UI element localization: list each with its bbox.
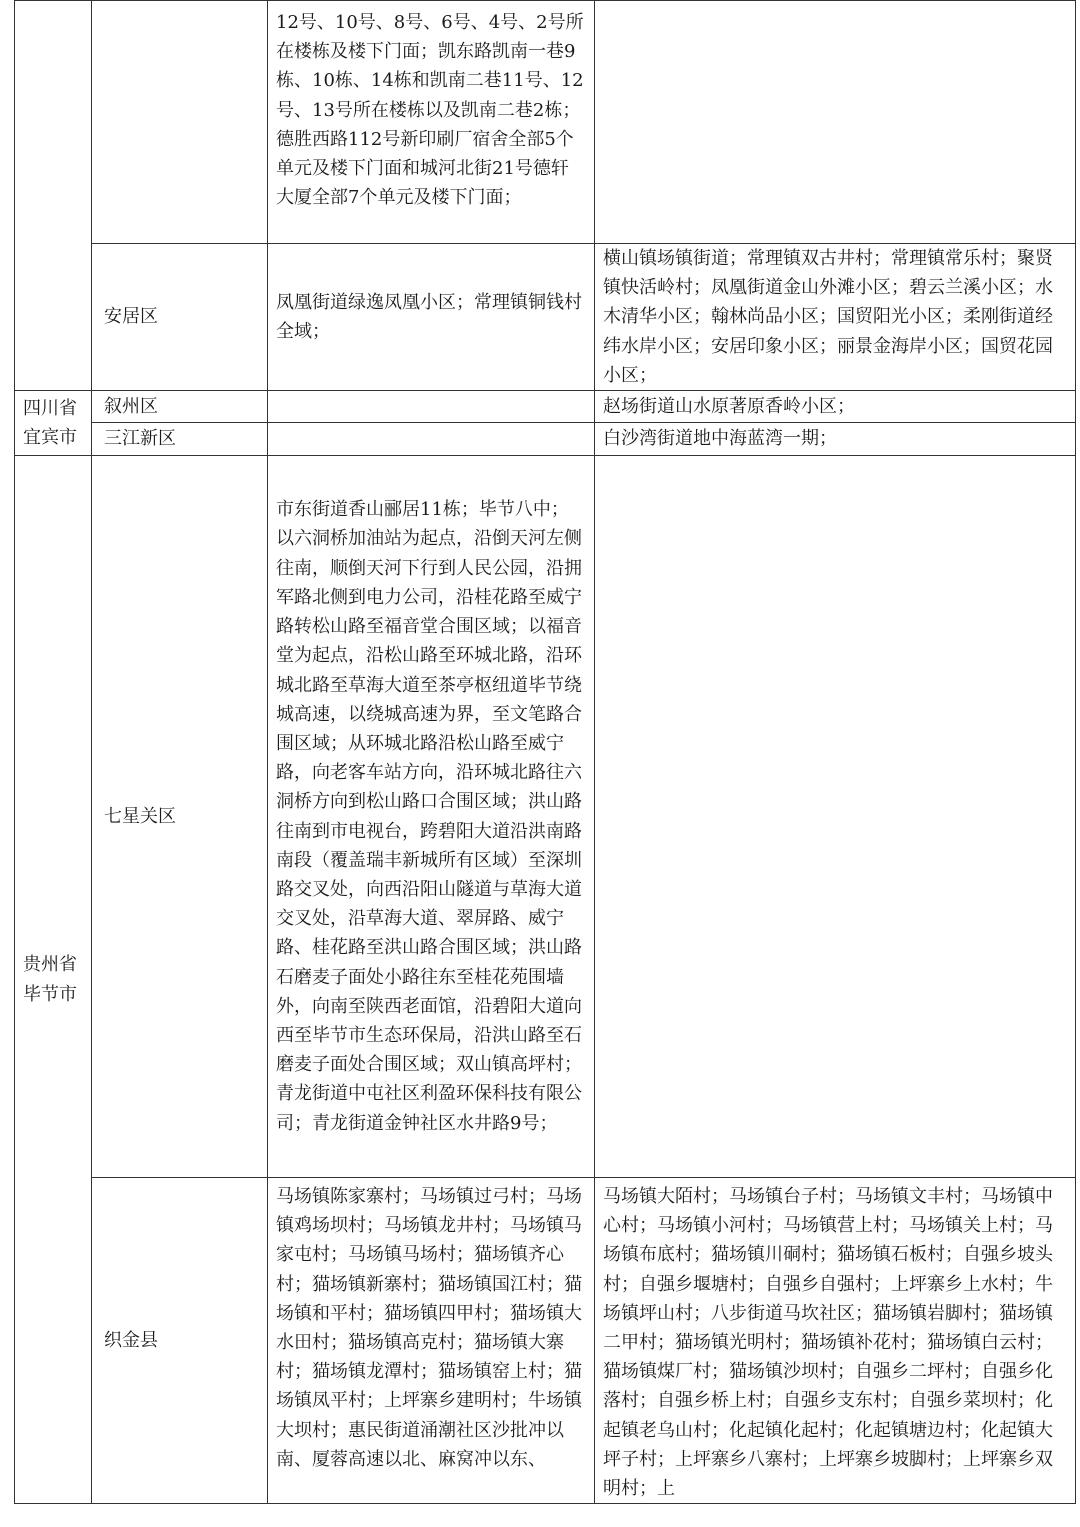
province-cell: 贵州省毕节市	[15, 456, 92, 1504]
medium-risk-cell: 凤凰街道绿逸凤凰小区；常理镇铜钱村全域；	[268, 244, 595, 391]
table-row	[15, 244, 1076, 391]
low-risk-cell: 赵场街道山水原著原香岭小区；	[595, 391, 1076, 423]
table-row	[15, 1178, 1076, 1504]
district-cell	[92, 1, 268, 244]
province-cell	[15, 1, 92, 391]
table-row	[15, 391, 1076, 423]
district-cell: 三江新区	[92, 423, 268, 456]
medium-risk-cell: 12号、10号、8号、6号、4号、2号所在楼栋及楼下门面；凯东路凯南一巷9栋、10栋、14栋和凯南二巷11号、12号、13号所在楼栋以及凯南二巷2栋；德胜西路112号新印刷厂宿舍全部5个单元及楼下门面和城河北街21号德轩大厦全部7个单元及楼下门面；	[268, 1, 595, 244]
medium-risk-cell	[268, 423, 595, 456]
medium-risk-cell	[268, 391, 595, 423]
table-row	[15, 423, 1076, 456]
medium-risk-cell: 市东街道香山郦居11栋；毕节八中；以六洞桥加油站为起点，沿倒天河左侧往南，顺倒天河下行到人民公园，沿拥军路北侧到电力公司，沿桂花路至威宁路转松山路至福音堂合围区域；以福音堂为起点，沿松山路至环城北路，沿环城北路至草海大道至茶亭枢纽道毕节绕城高速，以绕城高速为界，至文笔路合围区域；从环城北路沿松山路至威宁路，向老客车站方向，沿环城北路往六洞桥方向到松山路口合围区域；洪山路往南到市电视台，跨碧阳大道沿洪南路南段（覆盖瑞丰新城所有区域）至深圳路交叉处，向西沿阳山隧道与草海大道交叉处，沿草海大道、翠屏路、威宁路、桂花路至洪山路合围区域；洪山路石磨麦子面处小路往东至桂花苑围墙外，向南至陕西老面馆，沿碧阳大道向西至毕节市生态环保局，沿洪山路至石磨麦子面处合围区域；双山镇高坪村；青龙街道中屯社区利盈环保科技有限公司；青龙街道金钟社区水井路9号；	[268, 456, 595, 1178]
table-row	[15, 1, 1076, 244]
district-cell: 织金县	[92, 1178, 268, 1504]
district-cell: 安居区	[92, 244, 268, 391]
district-cell: 七星关区	[92, 456, 268, 1178]
province-cell: 四川省宜宾市	[15, 391, 92, 456]
low-risk-cell: 横山镇场镇街道；常理镇双古井村；常理镇常乐村；聚贤镇快活岭村；凤凰街道金山外滩小区；碧云兰溪小区；水木清华小区；翰林尚品小区；国贸阳光小区；柔刚街道经纬水岸小区；安居印象小区；丽景金海岸小区；国贸花园小区；	[595, 244, 1076, 391]
low-risk-cell	[595, 1, 1076, 244]
medium-risk-cell: 马场镇陈家寨村；马场镇过弓村；马场镇鸡场坝村；马场镇龙井村；马场镇马家屯村；马场镇马场村；猫场镇齐心村；猫场镇新寨村；猫场镇国江村；猫场镇和平村；猫场镇四甲村；猫场镇大水田村；猫场镇高克村；猫场镇大寨村；猫场镇龙潭村；猫场镇窑上村；猫场镇凤平村；上坪寨乡建明村；牛场镇大坝村；惠民街道涌潮社区沙批冲以南、厦蓉高速以北、麻窝冲以东、	[268, 1178, 595, 1504]
district-cell: 叙州区	[92, 391, 268, 423]
low-risk-cell: 白沙湾街道地中海蓝湾一期；	[595, 423, 1076, 456]
table-row	[15, 456, 1076, 1178]
low-risk-cell	[595, 456, 1076, 1178]
risk-area-table	[14, 0, 1076, 1504]
low-risk-cell: 马场镇大陌村；马场镇台子村；马场镇文丰村；马场镇中心村；马场镇小河村；马场镇营上村；马场镇关上村；马场镇布底村；猫场镇川硐村；猫场镇石板村；自强乡坡头村；自强乡堰塘村；自强乡自强村；上坪寨乡上水村；牛场镇坪山村；八步街道马坎社区；猫场镇岩脚村；猫场镇二甲村；猫场镇光明村；猫场镇补花村；猫场镇白云村；猫场镇煤厂村；猫场镇沙坝村；自强乡二坪村；自强乡化落村；自强乡桥上村；自强乡支东村；自强乡菜坝村；化起镇老乌山村；化起镇化起村；化起镇塘边村；化起镇大坪子村；上坪寨乡八寨村；上坪寨乡坡脚村；上坪寨乡双明村；上	[595, 1178, 1076, 1504]
